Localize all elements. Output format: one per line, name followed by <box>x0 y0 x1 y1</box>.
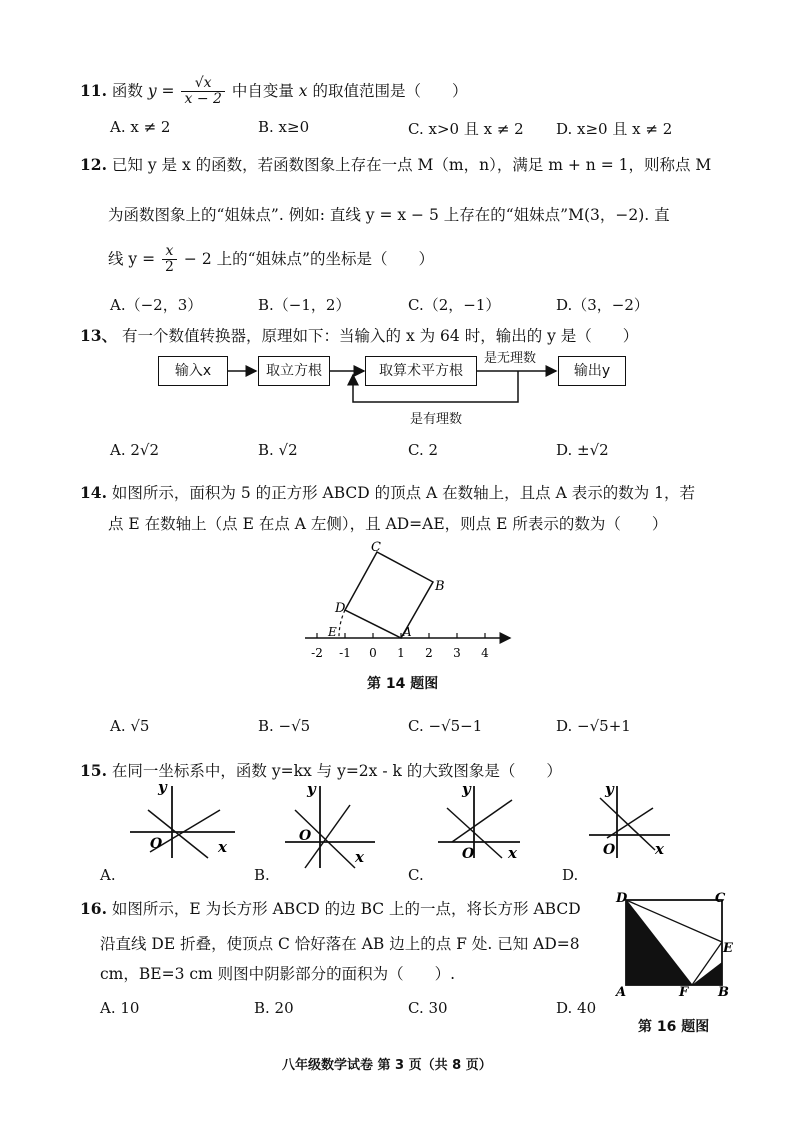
q12-frac-den: 2 <box>165 259 174 276</box>
flow-box-output: 输出y <box>558 356 626 386</box>
label-e: E <box>328 625 337 639</box>
q12-option-b[interactable]: B.（−1，2） <box>258 296 351 314</box>
q11-post: 中自变量 <box>231 81 294 100</box>
svg-text:-2: -2 <box>311 646 323 660</box>
q16-line1-text: 如图所示，E 为长方形 ABCD 的边 BC 上的一点，将长方形 ABCD <box>111 900 581 918</box>
q11-x: x <box>298 81 308 100</box>
q16-option-d[interactable]: D. 40 <box>556 999 597 1017</box>
q11-option-c[interactable]: C. x>0 且 x ≠ 2 <box>408 120 524 138</box>
q11-y: y = <box>147 81 175 100</box>
svg-text:x: x <box>218 838 227 856</box>
q11-number: 11. <box>80 80 107 100</box>
q14-option-d[interactable]: D. −√5+1 <box>556 717 631 735</box>
tick-labels <box>311 646 489 660</box>
q13-option-c[interactable]: C. 2 <box>408 441 439 459</box>
q16-line3: cm，BE=3 cm 则图中阴影部分的面积为（ ）. <box>100 965 456 983</box>
q15-label-b[interactable]: B. <box>254 866 270 884</box>
label-d: D <box>335 601 346 616</box>
svg-text:O: O <box>462 846 475 860</box>
q15-label-a[interactable]: A. <box>100 866 116 884</box>
q14-line1 <box>80 481 695 503</box>
q14-line2: 点 E 在数轴上（点 E 在点 A 左侧），且 AD=AE，则点 E 所表示的数为（ ） <box>108 515 668 533</box>
q12-line1 <box>80 153 711 175</box>
q14-option-a[interactable]: A. √5 <box>110 717 150 735</box>
flow-label-irrational: 是无理数 <box>484 351 537 366</box>
q16-option-b[interactable]: B. 20 <box>254 999 294 1017</box>
svg-text:A: A <box>616 985 627 1000</box>
q15-label-c[interactable]: C. <box>408 866 424 884</box>
svg-text:B: B <box>718 985 729 1000</box>
svg-text:E: E <box>723 941 733 956</box>
q15-graph-a <box>120 780 240 860</box>
svg-text:x: x <box>508 844 517 860</box>
q13-option-d[interactable]: D. ±√2 <box>556 441 609 459</box>
svg-text:C: C <box>715 891 726 906</box>
square-abcd <box>345 552 433 638</box>
q11-option-d[interactable]: D. x≥0 且 x ≠ 2 <box>556 120 673 138</box>
q13-number: 13、 <box>80 326 118 345</box>
q14-number: 14. <box>80 483 107 502</box>
flow-box-cube-root: 取立方根 <box>258 356 330 386</box>
svg-text:4: 4 <box>481 646 489 660</box>
q13-text: 有一个数值转换器，原理如下：当输入的 x 为 64 时，输出的 y 是（ ） <box>122 327 639 345</box>
q16-option-c[interactable]: C. 30 <box>408 999 448 1017</box>
q11-frac-den: x − 2 <box>184 91 222 108</box>
q12-line3-post: − 2 上的“姐妹点”的坐标是（ ） <box>183 249 434 268</box>
q13-option-a[interactable]: A. 2√2 <box>110 441 160 459</box>
q12-line2: 为函数图象上的“姐妹点”. 例如: 直线 y = x − 5 上存在的“姐妹点”M(3，−2). 直 <box>108 206 670 224</box>
q15-stem <box>80 759 562 781</box>
q16-line2: 沿直线 DE 折叠，使顶点 C 恰好落在 AB 边上的点 F 处. 已知 AD=8 <box>100 935 580 953</box>
q12-line3-pre: 线 y = <box>108 249 156 268</box>
svg-text:y: y <box>158 780 167 796</box>
q14-option-c[interactable]: C. −√5−1 <box>408 717 483 735</box>
q11-post2: 的取值范围是（ ） <box>312 81 468 100</box>
flow-box-sqrt: 取算术平方根 <box>365 356 477 386</box>
svg-text:D: D <box>616 891 628 906</box>
q12-option-c[interactable]: C.（2，−1） <box>408 296 501 314</box>
q12-line3 <box>108 244 434 276</box>
q11-option-b[interactable]: B. x≥0 <box>258 118 310 136</box>
svg-text:0: 0 <box>369 646 377 660</box>
q16-line1 <box>80 897 581 919</box>
svg-text:O: O <box>299 828 312 844</box>
svg-text:O: O <box>603 842 616 858</box>
q12-number: 12. <box>80 155 107 174</box>
q14-figure <box>295 535 520 665</box>
q16-figure <box>612 888 747 1004</box>
svg-text:3: 3 <box>453 646 461 660</box>
page-footer: 八年级数学试卷 第 3 页（共 8 页） <box>282 1058 492 1073</box>
svg-text:-1: -1 <box>339 646 351 660</box>
flow-box-input: 输入x <box>158 356 228 386</box>
svg-text:y: y <box>605 780 614 798</box>
label-b: B <box>435 579 445 594</box>
svg-text:1: 1 <box>397 646 405 660</box>
q13-option-b[interactable]: B. √2 <box>258 441 298 459</box>
q14-caption: 第 14 题图 <box>367 676 439 692</box>
q16-number: 16. <box>80 899 107 918</box>
q15-graph-d <box>585 780 685 860</box>
q12-option-d[interactable]: D.（3，−2） <box>556 296 649 314</box>
q16-caption: 第 16 题图 <box>638 1019 710 1035</box>
svg-text:y: y <box>307 780 316 798</box>
svg-text:y: y <box>462 780 471 798</box>
q15-label-d[interactable]: D. <box>562 866 579 884</box>
q15-text: 在同一坐标系中，函数 y=kx 与 y=2x - k 的大致图象是（ ） <box>111 762 562 780</box>
q13-stem <box>80 324 638 346</box>
q15-graph-b <box>275 780 385 870</box>
q11-frac-num: √x <box>181 76 224 92</box>
svg-text:x: x <box>355 848 364 866</box>
svg-text:F: F <box>679 985 689 1000</box>
q15-graph-c <box>432 780 542 860</box>
q12-frac-num: x <box>162 244 177 260</box>
q11-stem <box>80 76 468 108</box>
q16-option-a[interactable]: A. 10 <box>100 999 140 1017</box>
q12-line1-text: 已知 y 是 x 的函数，若函数图象上存在一点 M（m，n），满足 m + n = 1，则称点 M <box>111 156 712 174</box>
shaded-triangle-bfe <box>692 962 722 985</box>
svg-text:x: x <box>655 840 664 858</box>
q12-option-a[interactable]: A.（−2，3） <box>110 296 203 314</box>
svg-text:2: 2 <box>425 646 433 660</box>
q15-number: 15. <box>80 761 107 780</box>
svg-text:O: O <box>150 836 163 852</box>
q14-line1-text: 如图所示，面积为 5 的正方形 ABCD 的顶点 A 在数轴上，且点 A 表示的数为 1，若 <box>111 484 696 502</box>
q11-pre: 函数 <box>111 81 143 100</box>
flow-label-rational: 是有理数 <box>410 412 463 427</box>
q12-fraction <box>162 244 177 276</box>
q14-option-b[interactable]: B. −√5 <box>258 717 311 735</box>
q11-fraction <box>181 76 224 108</box>
q11-option-a[interactable]: A. x ≠ 2 <box>110 118 171 136</box>
label-a: A <box>403 625 412 639</box>
label-c: C <box>371 540 381 555</box>
